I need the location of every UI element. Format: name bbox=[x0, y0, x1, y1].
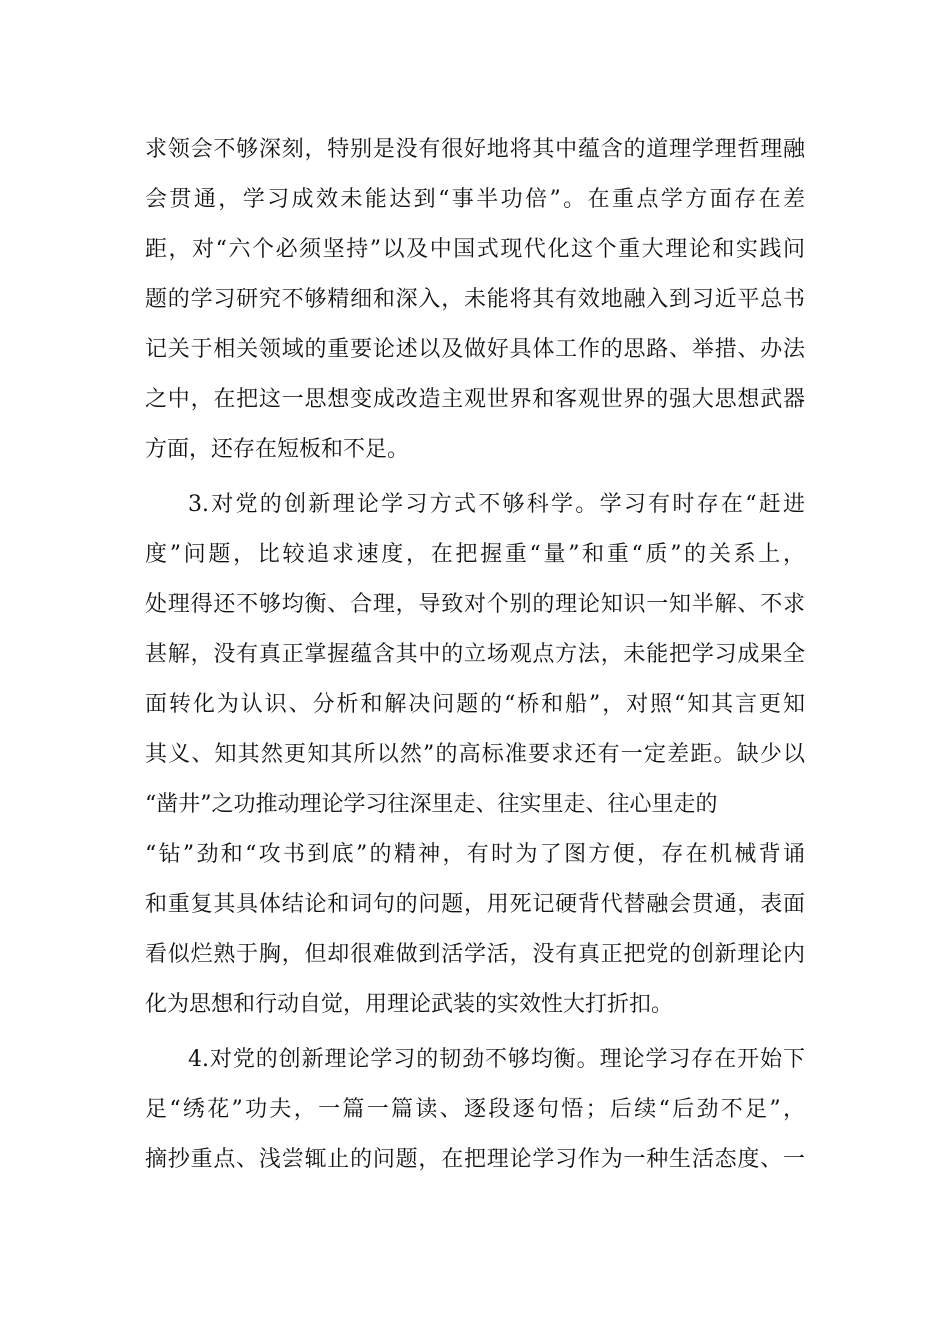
text-line: 记关于相关领域的重要论述以及做好具体工作的思路、举措、办法 bbox=[145, 337, 805, 362]
text-line: “凿井”之功推动理论学习往深里走、往实里走、往心里走的 bbox=[145, 792, 718, 817]
text-line: 摘抄重点、浅尝辄止的问题，在把理论学习作为一种生活态度、一 bbox=[145, 1147, 805, 1172]
text-line: 题的学习研究不够精细和深入，未能将其有效地融入到习近平总书 bbox=[145, 287, 805, 312]
text-line: 距，对“六个必须坚持”以及中国式现代化这个重大理论和实践问 bbox=[145, 237, 805, 262]
text-line: 看似烂熟于胸，但却很难做到活学活，没有真正把党的创新理论内 bbox=[145, 942, 805, 967]
text-line: 会贯通，学习成效未能达到“事半功倍”。在重点学方面存在差 bbox=[145, 187, 805, 212]
text-line: 之中，在把这一思想变成改造主观世界和客观世界的强大思想武器 bbox=[145, 387, 805, 412]
text-line: 甚解，没有真正掌握蕴含其中的立场观点方法，未能把学习成果全 bbox=[145, 642, 805, 667]
text-line: 处理得还不够均衡、合理，导致对个别的理论知识一知半解、不求 bbox=[145, 592, 805, 617]
text-line: 度”问题，比较追求速度，在把握重“量”和重“质”的关系上， bbox=[145, 542, 805, 567]
text-line: “钻”劲和“攻书到底”的精神，有时为了图方便，存在机械背诵 bbox=[145, 842, 805, 867]
text-line: 化为思想和行动自觉，用理论武装的实效性大打折扣。 bbox=[145, 992, 674, 1017]
text-line: 其义、知其然更知其所以然”的高标准要求还有一定差距。缺少以 bbox=[145, 742, 805, 767]
text-line: 方面，还存在短板和不足。 bbox=[145, 437, 410, 462]
paragraph-heading-line: 3.对党的创新理论学习方式不够科学。学习有时存在“赶进 bbox=[188, 492, 805, 517]
text-line: 面转化为认识、分析和解决问题的“桥和船”，对照“知其言更知 bbox=[145, 692, 805, 717]
text-line: 足“绣花”功夫，一篇一篇读、逐段逐句悟；后续“后劲不足”， bbox=[145, 1097, 805, 1122]
text-line: 和重复其具体结论和词句的问题，用死记硬背代替融会贯通，表面 bbox=[145, 892, 805, 917]
paragraph-heading-line: 4.对党的创新理论学习的韧劲不够均衡。理论学习存在开始下 bbox=[188, 1047, 805, 1072]
text-line: 求领会不够深刻，特别是没有很好地将其中蕴含的道理学理哲理融 bbox=[145, 137, 805, 162]
